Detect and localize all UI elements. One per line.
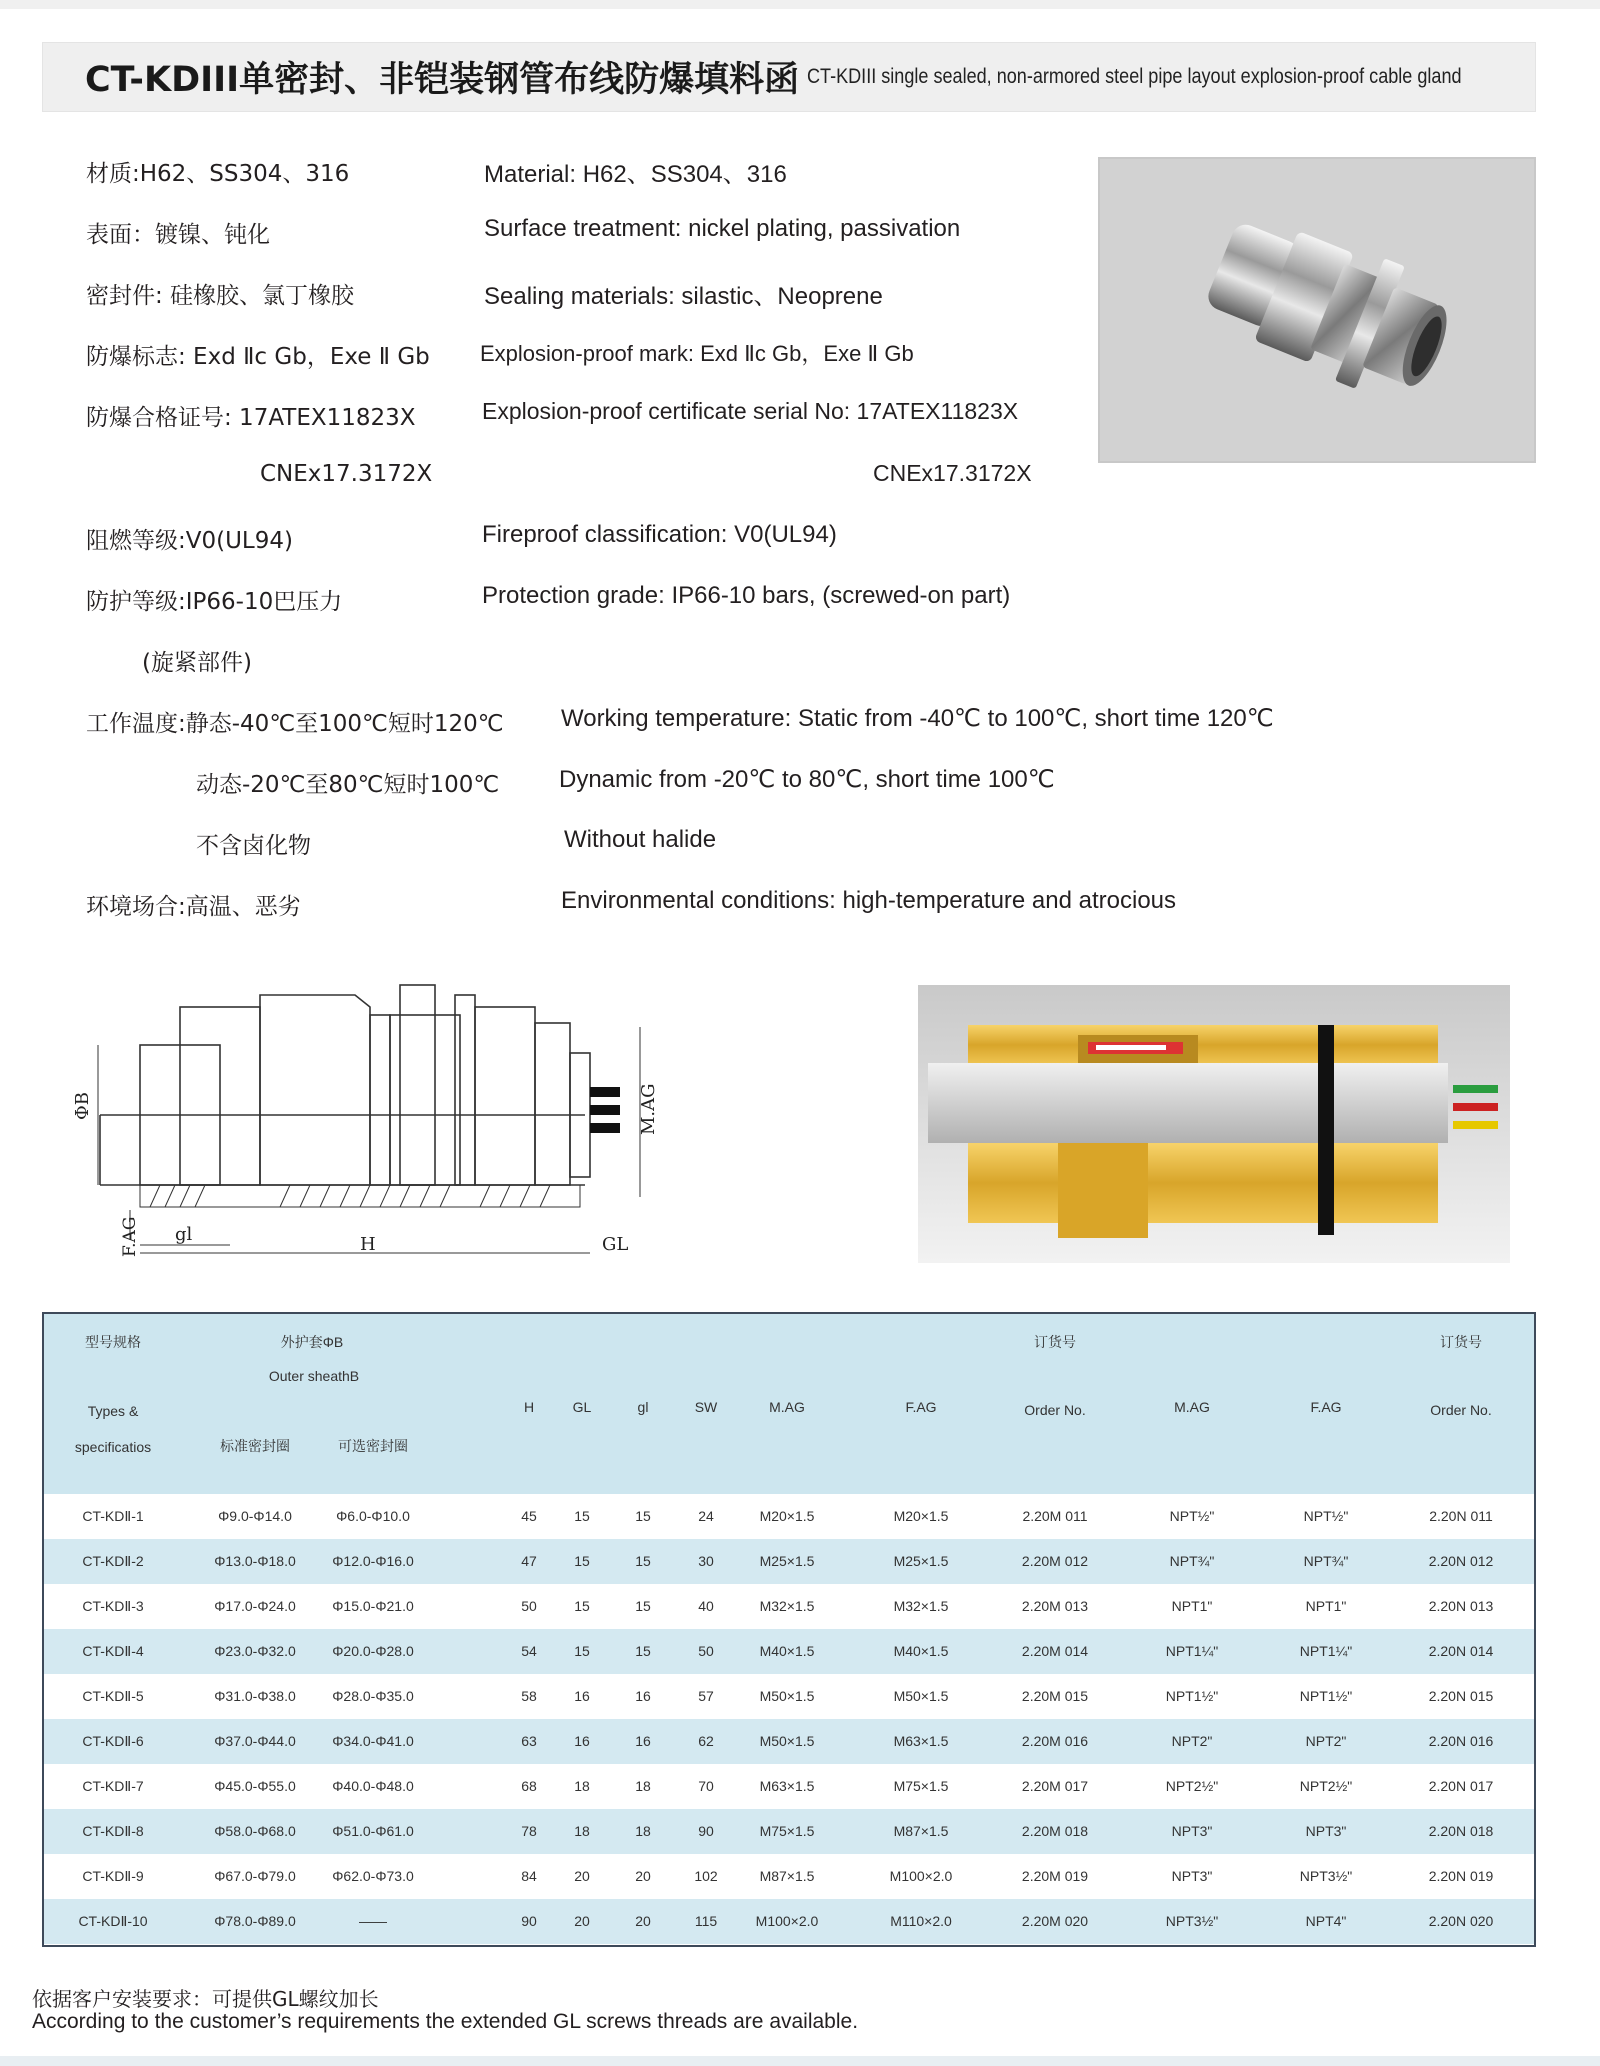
cell-std: Φ9.0-Φ14.0 <box>218 1508 292 1524</box>
spec-halide-en: Without halide <box>564 826 717 853</box>
cell-sw: 57 <box>698 1688 714 1704</box>
cell-order: 2.20M 016 <box>1021 1733 1089 1749</box>
cell-opt: Φ20.0-Φ28.0 <box>332 1643 414 1659</box>
th-fag: F.AG <box>905 1399 937 1415</box>
cell-gl-small: 15 <box>635 1598 651 1614</box>
cell-h: 45 <box>521 1508 537 1524</box>
spec-sealing-zh: 密封件: 硅橡胶、氯丁橡胶 <box>86 283 355 309</box>
cell-order2: 2.20N 018 <box>1428 1823 1494 1839</box>
spec-sealing-en: Sealing materials: silastic、Neoprene <box>484 283 883 310</box>
bottom-band <box>0 2056 1600 2066</box>
cell-sw: 62 <box>698 1733 714 1749</box>
drawing-label-phi-b: ΦB <box>72 1092 93 1120</box>
cell-mag: M50×1.5 <box>759 1733 815 1749</box>
cell-order: 2.20M 019 <box>1021 1868 1089 1884</box>
cell-order2: 2.20N 015 <box>1428 1688 1494 1704</box>
cell-std: Φ37.0-Φ44.0 <box>214 1733 296 1749</box>
cell-opt: Φ51.0-Φ61.0 <box>332 1823 414 1839</box>
cell-order: 2.20M 012 <box>1021 1553 1089 1569</box>
technical-drawing <box>72 985 840 1265</box>
cell-fag: M20×1.5 <box>893 1508 949 1524</box>
drawing-label-m-ag: M.AG <box>638 1083 659 1135</box>
cell-model: CT-KDⅡ-9 <box>82 1868 144 1884</box>
cell-model: CT-KDⅡ-3 <box>82 1598 144 1614</box>
cell-gl-small: 18 <box>635 1823 651 1839</box>
cell-fag2: NPT1½" <box>1299 1688 1353 1704</box>
cell-mag: M63×1.5 <box>759 1778 815 1794</box>
cell-mag2: NPT½" <box>1169 1508 1215 1524</box>
cell-sw: 24 <box>698 1508 714 1524</box>
cell-sw: 115 <box>694 1913 718 1929</box>
th-order-zh: 订货号 <box>1034 1334 1076 1350</box>
cell-opt: Φ34.0-Φ41.0 <box>332 1733 414 1749</box>
spec-halide-zh: 不含卤化物 <box>196 833 311 859</box>
cell-fag2: NPT¾" <box>1303 1553 1349 1569</box>
table-row <box>44 1539 1534 1584</box>
cell-h: 78 <box>521 1823 537 1839</box>
cell-fag2: NPT3" <box>1305 1823 1347 1839</box>
th-fag2: F.AG <box>1310 1399 1342 1415</box>
th-order2-en: Order No. <box>1430 1402 1492 1418</box>
cell-gl-small: 20 <box>635 1868 651 1884</box>
cell-std: Φ31.0-Φ38.0 <box>214 1688 296 1704</box>
cell-fag2: NPT2" <box>1305 1733 1347 1749</box>
cell-gl-small: 20 <box>635 1913 651 1929</box>
cell-mag2: NPT3" <box>1171 1823 1213 1839</box>
spec-temp-zh: 工作温度:静态-40℃至100℃短时120℃ <box>86 711 504 737</box>
cell-order2: 2.20N 020 <box>1428 1913 1494 1929</box>
cell-gl-small: 16 <box>635 1733 651 1749</box>
footnote-zh: 依据客户安装要求：可提供GL螺纹加长 <box>32 1987 379 2011</box>
cell-h: 84 <box>521 1868 537 1884</box>
spec-material-en: Material: H62、SS304、316 <box>484 161 787 188</box>
th-std-seal-zh: 标准密封圈 <box>220 1438 290 1454</box>
cell-gl: 15 <box>574 1598 590 1614</box>
spec-fire-en: Fireproof classification: V0(UL94) <box>482 521 837 548</box>
cell-fag2: NPT3½" <box>1299 1868 1353 1884</box>
cell-gl: 18 <box>574 1823 590 1839</box>
cell-opt: Φ15.0-Φ21.0 <box>332 1598 414 1614</box>
spec-material-zh: 材质:H62、SS304、316 <box>86 161 350 187</box>
spec-env-en: Environmental conditions: high-temperature and atrocious <box>561 887 1177 914</box>
cell-mag2: NPT¾" <box>1169 1553 1215 1569</box>
cell-fag: M25×1.5 <box>893 1553 949 1569</box>
table-row <box>44 1674 1534 1719</box>
spec-temp-en: Working temperature: Static from -40℃ to 100℃, short time 120℃ <box>561 705 1274 732</box>
cell-order2: 2.20N 013 <box>1428 1598 1494 1614</box>
spec-cert2-zh: CNEx17.3172X <box>260 461 433 487</box>
th-mag: M.AG <box>769 1399 805 1415</box>
cell-model: CT-KDⅡ-6 <box>82 1733 144 1749</box>
spec-protect-en: Protection grade: IP66-10 bars, (screwed-on part) <box>482 582 1011 609</box>
cell-fag2: NPT1" <box>1305 1598 1347 1614</box>
cell-fag2: NPT1¼" <box>1299 1643 1353 1659</box>
th-h: H <box>523 1399 535 1415</box>
cell-gl-small: 15 <box>635 1643 651 1659</box>
product-photo <box>1098 157 1536 463</box>
cell-model: CT-KDⅡ-4 <box>82 1643 144 1659</box>
cell-opt: Φ28.0-Φ35.0 <box>332 1688 414 1704</box>
th-specs-en: specificatios <box>74 1439 152 1455</box>
table-row <box>44 1494 1534 1539</box>
cell-mag2: NPT1½" <box>1165 1688 1219 1704</box>
cell-fag: M87×1.5 <box>893 1823 949 1839</box>
cell-fag2: NPT2½" <box>1299 1778 1353 1794</box>
cell-fag: M50×1.5 <box>893 1688 949 1704</box>
cell-mag2: NPT2½" <box>1165 1778 1219 1794</box>
cell-opt: Φ12.0-Φ16.0 <box>332 1553 414 1569</box>
th-sw: SW <box>694 1399 718 1415</box>
table-row <box>44 1764 1534 1809</box>
spec-exmark-zh: 防爆标志: Exd Ⅱc Gb，Exe Ⅱ Gb <box>86 344 430 370</box>
spec-cert2-en: CNEx17.3172X <box>873 460 1032 486</box>
th-types-en: Types & <box>87 1403 139 1419</box>
drawing-label-h: H <box>360 1234 376 1255</box>
cell-gl: 15 <box>574 1553 590 1569</box>
cell-h: 58 <box>521 1688 537 1704</box>
cell-fag2: NPT4" <box>1305 1913 1347 1929</box>
drawing-label-f-ag: F.AG <box>120 1216 140 1257</box>
cell-std: Φ13.0-Φ18.0 <box>214 1553 296 1569</box>
cell-gl-small: 16 <box>635 1688 651 1704</box>
cell-order: 2.20M 014 <box>1021 1643 1089 1659</box>
table-header <box>44 1314 1534 1494</box>
cell-mag: M75×1.5 <box>759 1823 815 1839</box>
cell-model: CT-KDⅡ-2 <box>82 1553 144 1569</box>
th-sheath-zh: 外护套ΦB <box>280 1334 344 1350</box>
th-opt-seal-zh: 可选密封圈 <box>338 1438 408 1454</box>
cell-std: Φ67.0-Φ79.0 <box>214 1868 296 1884</box>
cell-h: 63 <box>521 1733 537 1749</box>
cell-order: 2.20M 017 <box>1021 1778 1089 1794</box>
spec-fire-zh: 阻燃等级:V0(UL94) <box>86 528 293 554</box>
cell-gl-small: 15 <box>635 1508 651 1524</box>
table-row <box>44 1719 1534 1764</box>
cell-fag: M32×1.5 <box>893 1598 949 1614</box>
spec-cert-en: Explosion-proof certificate serial No: 17ATEX11823X <box>482 398 1019 424</box>
cell-model: CT-KDⅡ-7 <box>82 1778 144 1794</box>
top-band <box>0 0 1600 9</box>
table-row <box>44 1809 1534 1854</box>
cell-fag: M63×1.5 <box>893 1733 949 1749</box>
cell-fag: M100×2.0 <box>889 1868 953 1884</box>
cell-mag: M32×1.5 <box>759 1598 815 1614</box>
cell-sw: 90 <box>698 1823 714 1839</box>
cell-opt: Φ40.0-Φ48.0 <box>332 1778 414 1794</box>
cell-gl: 15 <box>574 1643 590 1659</box>
cell-std: Φ17.0-Φ24.0 <box>214 1598 296 1614</box>
cell-model: CT-KDⅡ-1 <box>82 1508 144 1524</box>
cell-std: Φ78.0-Φ89.0 <box>214 1913 296 1929</box>
cell-gl: 15 <box>574 1508 590 1524</box>
cell-gl-small: 15 <box>635 1553 651 1569</box>
th-order-en: Order No. <box>1024 1402 1086 1418</box>
cell-mag: M100×2.0 <box>755 1913 819 1929</box>
page-subtitle: CT-KDIII single sealed, non-armored steel pipe layout explosion-proof cable gland <box>807 65 1462 88</box>
cell-mag: M25×1.5 <box>759 1553 815 1569</box>
th-mag2: M.AG <box>1174 1399 1210 1415</box>
cell-model: CT-KDⅡ-10 <box>78 1913 148 1929</box>
page-title: CT-KDIII单密封、非铠装钢管布线防爆填料函 <box>85 60 800 100</box>
cell-mag: M87×1.5 <box>759 1868 815 1884</box>
spec-protect2-zh: (旋紧部件) <box>142 650 252 676</box>
cable-gland-photo-icon <box>1100 159 1534 461</box>
drawing-label-gl-small: gl <box>175 1224 193 1245</box>
spec-exmark-en: Explosion-proof mark: Exd Ⅱc Gb，Exe Ⅱ Gb <box>480 341 914 366</box>
cell-h: 90 <box>521 1913 537 1929</box>
cell-gl: 16 <box>574 1733 590 1749</box>
cell-sw: 40 <box>698 1598 714 1614</box>
cell-h: 68 <box>521 1778 537 1794</box>
cell-opt: —— <box>359 1913 387 1929</box>
cell-mag2: NPT1¼" <box>1165 1643 1219 1659</box>
cell-sw: 102 <box>694 1868 718 1884</box>
cell-mag2: NPT3" <box>1171 1868 1213 1884</box>
th-model-zh: 型号规格 <box>85 1334 141 1350</box>
cell-sw: 70 <box>698 1778 714 1794</box>
th-sheath-en: Outer sheathB <box>268 1368 360 1384</box>
cell-order2: 2.20N 016 <box>1428 1733 1494 1749</box>
spec-surface-zh: 表面：镀镍、钝化 <box>86 222 270 248</box>
cell-mag: M50×1.5 <box>759 1688 815 1704</box>
th-order2-zh: 订货号 <box>1440 1334 1482 1350</box>
cell-gl: 20 <box>574 1868 590 1884</box>
cell-std: Φ23.0-Φ32.0 <box>214 1643 296 1659</box>
cutaway-illustration <box>918 985 1510 1263</box>
table-row <box>44 1584 1534 1629</box>
th-gl-small: gl <box>637 1399 649 1415</box>
cell-gl-small: 18 <box>635 1778 651 1794</box>
cell-model: CT-KDⅡ-8 <box>82 1823 144 1839</box>
cell-order2: 2.20N 017 <box>1428 1778 1494 1794</box>
spec-protect-zh: 防护等级:IP66-10巴压力 <box>86 589 343 615</box>
cell-h: 54 <box>521 1643 537 1659</box>
drawing-label-gl: GL <box>602 1234 629 1255</box>
th-gl: GL <box>572 1399 592 1415</box>
cell-fag2: NPT½" <box>1303 1508 1349 1524</box>
cell-opt: Φ62.0-Φ73.0 <box>332 1868 414 1884</box>
table-row <box>44 1629 1534 1674</box>
table-row <box>44 1854 1534 1899</box>
cell-h: 47 <box>521 1553 537 1569</box>
cell-order: 2.20M 011 <box>1022 1508 1088 1524</box>
cell-gl: 18 <box>574 1778 590 1794</box>
cell-order: 2.20M 013 <box>1021 1598 1089 1614</box>
cell-order: 2.20M 015 <box>1021 1688 1089 1704</box>
spec-temp2-zh: 动态-20℃至80℃短时100℃ <box>196 772 500 798</box>
cell-gl: 16 <box>574 1688 590 1704</box>
cell-mag: M20×1.5 <box>759 1508 815 1524</box>
cell-order: 2.20M 020 <box>1021 1913 1089 1929</box>
cell-std: Φ45.0-Φ55.0 <box>214 1778 296 1794</box>
cell-fag: M75×1.5 <box>893 1778 949 1794</box>
cell-fag: M40×1.5 <box>893 1643 949 1659</box>
cell-order2: 2.20N 011 <box>1429 1508 1493 1524</box>
cell-mag2: NPT3½" <box>1165 1913 1219 1929</box>
cell-order2: 2.20N 012 <box>1428 1553 1494 1569</box>
cell-sw: 50 <box>698 1643 714 1659</box>
cell-gl: 20 <box>574 1913 590 1929</box>
title-bar <box>42 42 1536 112</box>
cell-sw: 30 <box>698 1553 714 1569</box>
cell-model: CT-KDⅡ-5 <box>82 1688 144 1704</box>
spec-surface-en: Surface treatment: nickel plating, passivation <box>484 215 961 242</box>
spec-env-zh: 环境场合:高温、恶劣 <box>86 894 301 920</box>
cell-order2: 2.20N 014 <box>1428 1643 1494 1659</box>
footnote-en: According to the customer’s requirements the extended GL screws threads are available. <box>32 2010 859 2033</box>
cell-h: 50 <box>521 1598 537 1614</box>
cell-mag: M40×1.5 <box>759 1643 815 1659</box>
cell-mag2: NPT1" <box>1171 1598 1213 1614</box>
spec-table <box>42 1312 1536 1947</box>
cell-fag: M110×2.0 <box>890 1913 952 1929</box>
table-row <box>44 1899 1534 1944</box>
spec-cert-zh: 防爆合格证号: 17ATEX11823X <box>86 405 416 431</box>
cell-order: 2.20M 018 <box>1021 1823 1089 1839</box>
cell-std: Φ58.0-Φ68.0 <box>214 1823 296 1839</box>
cell-order2: 2.20N 019 <box>1428 1868 1494 1884</box>
spec-temp2-en: Dynamic from -20℃ to 80℃, short time 100℃ <box>559 766 1055 793</box>
cell-mag2: NPT2" <box>1171 1733 1213 1749</box>
cell-opt: Φ6.0-Φ10.0 <box>336 1508 410 1524</box>
